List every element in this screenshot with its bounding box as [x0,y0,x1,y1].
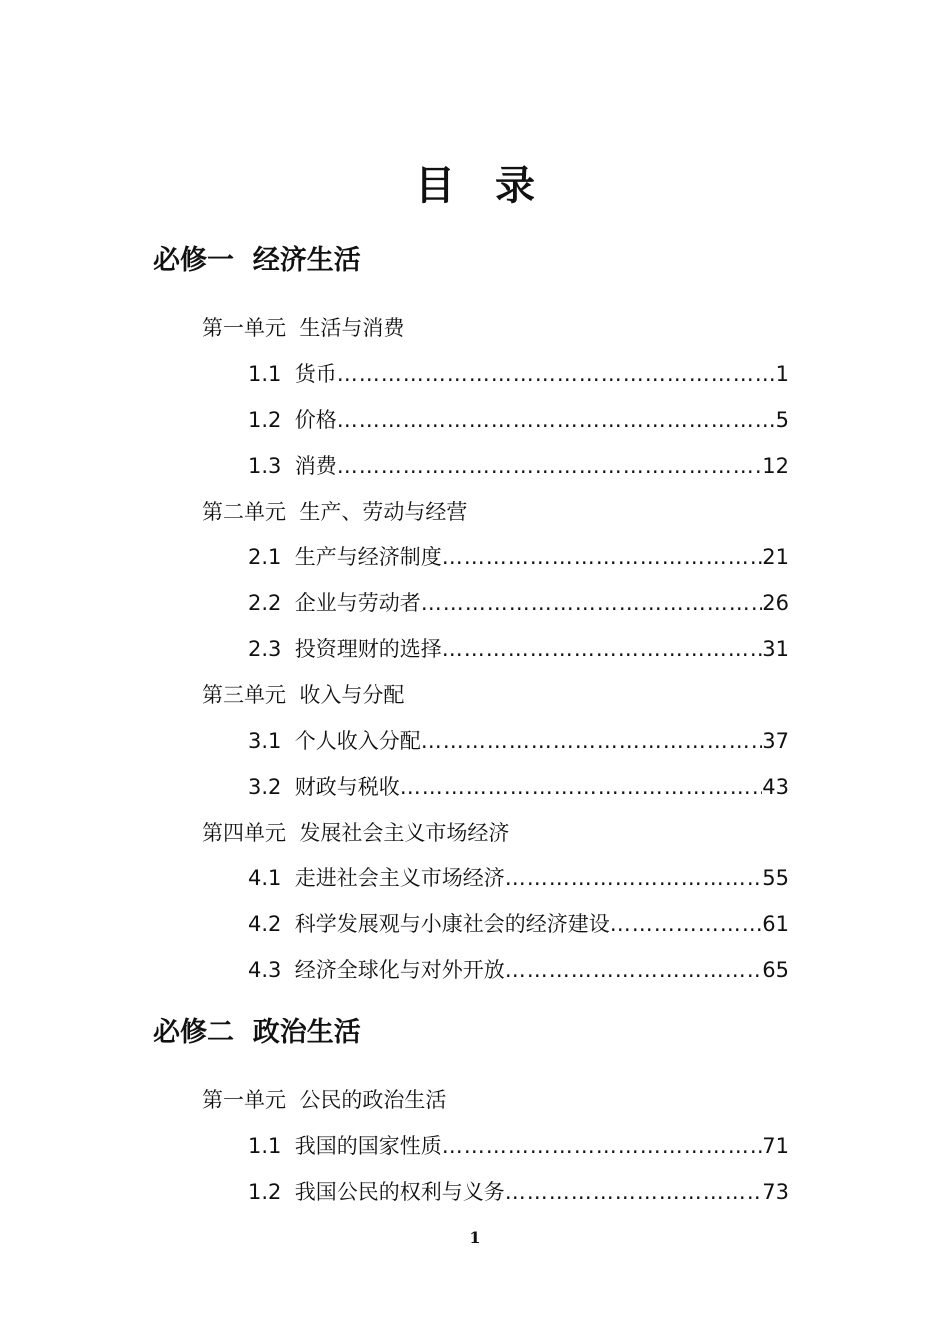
dot-leader [505,864,763,892]
toc-entry-page: 21 [762,545,789,569]
toc-entry-label: 4.1 走进社会主义市场经济 [248,866,505,890]
dot-leader [337,406,776,434]
toc-entry[interactable] [248,1178,789,1206]
toc-entry-label: 1.3 消费 [248,454,337,478]
toc-entry-page: 61 [762,912,789,936]
toc-entry[interactable] [248,543,789,571]
toc-entry-label: 1.1 货币 [248,362,337,386]
toc-entry-page: 31 [762,637,789,661]
toc-entry-page: 12 [762,454,789,478]
toc-entry-page: 65 [762,958,789,982]
dot-leader [442,543,763,571]
unit-heading: 第一单元 公民的政治生活 [202,1088,447,1112]
toc-entry-label: 1.2 我国公民的权利与义务 [248,1180,505,1204]
dot-leader [337,452,763,480]
dot-leader [337,360,776,388]
toc-entry-page: 1 [775,362,789,386]
toc-entry[interactable] [248,1132,789,1160]
unit-heading: 第一单元 生活与消费 [202,316,405,340]
dot-leader [442,635,763,663]
unit-heading: 第三单元 收入与分配 [202,683,405,707]
toc-entry-page: 55 [762,866,789,890]
unit-heading: 第二单元 生产、劳动与经营 [202,500,468,524]
toc-entry[interactable] [248,864,789,892]
dot-leader [505,1178,763,1206]
page-title: 目录 [415,163,575,209]
toc-entry[interactable] [248,589,789,617]
toc-entry[interactable] [248,727,789,755]
toc-entry-label: 1.1 我国的国家性质 [248,1134,442,1158]
toc-entry-label: 4.3 经济全球化与对外开放 [248,958,505,982]
toc-entry[interactable] [248,956,789,984]
dot-leader [421,589,763,617]
toc-entry[interactable] [248,406,789,434]
toc-entry-page: 43 [762,775,789,799]
toc-entry[interactable] [248,635,789,663]
dot-leader [505,956,763,984]
toc-entry-label: 2.3 投资理财的选择 [248,637,442,661]
toc-entry[interactable] [248,910,789,938]
toc-entry-page: 5 [775,408,789,432]
toc-entry-label: 3.2 财政与税收 [248,775,400,799]
unit-heading: 第四单元 发展社会主义市场经济 [202,821,510,845]
toc-entry-page: 37 [762,729,789,753]
page-number: 1 [469,1228,481,1247]
dot-leader [421,727,763,755]
part-heading: 必修一 经济生活 [153,245,361,276]
toc-entry[interactable] [248,452,789,480]
toc-entry[interactable] [248,773,789,801]
toc-entry-label: 2.1 生产与经济制度 [248,545,442,569]
toc-entry-page: 71 [762,1134,789,1158]
toc-entry-page: 26 [762,591,789,615]
toc-entry-label: 4.2 科学发展观与小康社会的经济建设 [248,912,610,936]
toc-entry-label: 3.1 个人收入分配 [248,729,421,753]
toc-entry-label: 1.2 价格 [248,408,337,432]
toc-entry[interactable] [248,360,789,388]
dot-leader [442,1132,763,1160]
part-heading: 必修二 政治生活 [153,1017,361,1048]
dot-leader [610,910,763,938]
dot-leader [400,773,763,801]
toc-entry-label: 2.2 企业与劳动者 [248,591,421,615]
toc-entry-page: 73 [762,1180,789,1204]
